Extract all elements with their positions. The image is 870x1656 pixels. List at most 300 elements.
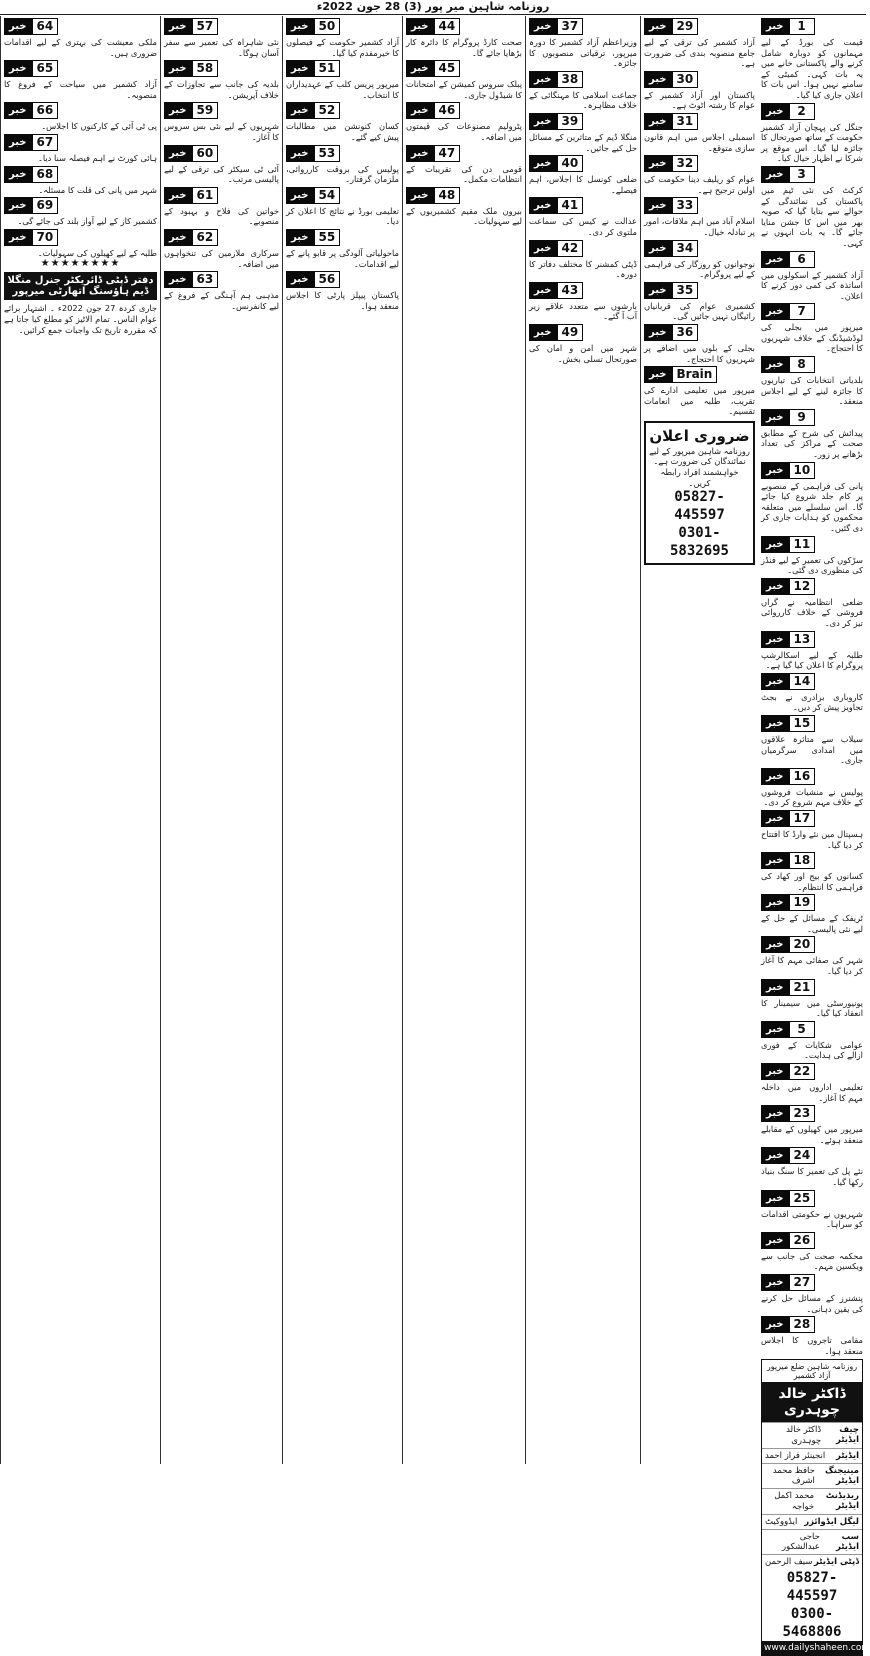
news-item-text: صحت کارڈ پروگرام کا دائرہ کار بڑھایا جائے گا۔ <box>406 37 522 58</box>
news-item-number: 49 <box>557 324 584 341</box>
news-item-text: طلبہ کے لیے کھیلوں کی سہولیات۔ <box>37 247 157 258</box>
news-item-text: کشمیر کاز کے لیے آواز بلند کی جائے گی۔ <box>17 216 157 227</box>
news-item <box>1 166 160 196</box>
news-item-number: 3 <box>789 166 815 183</box>
tag-spacer <box>698 163 755 164</box>
news-item <box>758 303 866 354</box>
news-tag-label: خبر <box>4 60 32 77</box>
masthead-website[interactable]: www.dailyshaheen.com <box>764 1643 870 1654</box>
news-item-number: 21 <box>789 979 816 996</box>
news-item-number: 65 <box>32 60 59 77</box>
tag-spacer <box>815 723 863 724</box>
news-item-number: 13 <box>789 631 816 648</box>
news-item-number: 20 <box>789 936 816 953</box>
news-item-text: ضلعی انتظامیہ نے گراں فروشی کے خلاف کارروائی تیز کر دی۔ <box>761 596 863 628</box>
news-tag-label: خبر <box>761 810 789 827</box>
news-item-text: کاروباری برادری نے بجٹ تجاویز پیش کر دیں۔ <box>761 691 863 713</box>
news-item-number: 42 <box>557 240 584 257</box>
news-item-tag <box>529 197 637 214</box>
tag-spacer <box>340 68 399 69</box>
news-item <box>403 145 525 185</box>
news-item-number: 57 <box>192 18 219 35</box>
news-tag-label: خبر <box>4 18 32 35</box>
news-item-tag <box>761 303 863 320</box>
news-item-text: میرپور میں بجلی کی لوڈشیڈنگ کے خلاف شہریوں کا احتجاج۔ <box>761 322 863 354</box>
news-item-number: 29 <box>672 18 699 35</box>
news-item-text: بلدیاتی انتخابات کی تیاریوں کا جائزہ لینے کے لیے اجلاس منعقد۔ <box>761 375 863 407</box>
news-item-number: 36 <box>672 324 699 341</box>
office-notice <box>1 303 160 335</box>
tag-spacer <box>58 68 157 69</box>
news-item-tag <box>286 187 399 204</box>
news-tag-label: خبر <box>4 229 32 246</box>
tag-spacer <box>218 110 279 111</box>
news-item <box>641 282 758 322</box>
news-item-text: شہریوں کے لیے نئی بس سروس کا آغاز۔ <box>164 121 279 142</box>
news-tag-label: خبر <box>164 60 192 77</box>
news-item <box>641 240 758 280</box>
news-item-text: پی ٹی آئی کے کارکنوں کا اجلاس۔ <box>41 121 157 132</box>
news-item-text: جنگل کی پہچان آزاد کشمیر حکومت کے ساتھ صورتحال کا جائزہ لیا گیا۔ اس موقع پر شرکا نے اظہار خیال کیا۔ <box>761 121 863 164</box>
news-item <box>641 18 758 69</box>
news-tag-label: خبر <box>286 145 314 162</box>
news-item-number: 43 <box>557 282 584 299</box>
news-item <box>1 102 160 132</box>
news-item-tag <box>761 462 863 479</box>
news-item-tag <box>761 1232 863 1249</box>
news-item-number: 53 <box>314 145 341 162</box>
news-item <box>758 578 866 629</box>
column-5 <box>282 16 402 1464</box>
news-tag-label: خبر <box>761 768 789 785</box>
news-item-tag <box>164 60 279 77</box>
news-item-number: 9 <box>789 409 815 426</box>
news-item-tag <box>761 979 863 996</box>
tag-spacer <box>815 544 863 545</box>
news-item-tag <box>761 852 863 869</box>
news-item <box>758 103 866 164</box>
news-item-number: 12 <box>789 578 816 595</box>
news-item-tag <box>406 145 522 162</box>
news-item-tag <box>761 1274 863 1291</box>
tag-spacer <box>583 121 637 122</box>
news-item-text: شہریوں نے حکومتی اقدامات کو سراہا۔ <box>761 1208 863 1230</box>
tag-spacer <box>340 26 399 27</box>
masthead-row: ڈپٹی ایڈیٹر سیف الرحمن <box>762 1554 862 1569</box>
masthead-mobile: 0300-5468806 <box>782 1606 842 1641</box>
news-item-number: 55 <box>314 229 341 246</box>
notice-phone-2: 0301-5832695 <box>669 525 729 560</box>
news-item-text: مقامی تاجروں کا اجلاس منعقد ہوا۔ <box>761 1335 863 1356</box>
news-item-tag <box>761 1021 863 1038</box>
masthead-brand: ڈاکٹر خالد چوہدری <box>762 1382 862 1422</box>
news-item-number: 6 <box>789 251 815 268</box>
news-item-tag <box>4 229 157 246</box>
tag-spacer <box>815 174 863 175</box>
news-item-tag <box>761 715 863 732</box>
news-tag-label: خبر <box>529 282 557 299</box>
news-item-tag <box>4 166 157 183</box>
news-item-tag <box>529 324 637 341</box>
news-item-text: کرکٹ کی نئی ٹیم میں پاکستان کی نمائندگی کے حوالے سے بتایا گیا کہ صوبہ بھر میں اس کا جشن منایا جائے گا۔ یہ بات انہوں نے کہی۔ <box>761 184 863 248</box>
news-tag-label: خبر <box>761 631 789 648</box>
news-item-tag <box>529 155 637 172</box>
news-tag-label: خبر <box>761 852 789 869</box>
news-item <box>161 145 282 185</box>
news-item <box>1 197 160 227</box>
tag-spacer <box>340 195 399 196</box>
news-item <box>758 852 866 892</box>
news-tag-label: خبر <box>4 102 32 119</box>
news-item <box>758 768 866 808</box>
news-item <box>641 324 758 364</box>
news-tag-label: خبر <box>761 1316 789 1333</box>
news-item <box>1 134 160 164</box>
news-item <box>758 356 866 407</box>
news-item-number: 37 <box>557 18 584 35</box>
news-item-number: 41 <box>557 197 584 214</box>
news-item-number: 24 <box>789 1147 816 1164</box>
tag-spacer <box>815 311 863 312</box>
column-6 <box>160 16 282 1464</box>
news-item-tag <box>761 894 863 911</box>
news-tag-label: خبر <box>4 166 32 183</box>
news-item-tag <box>644 324 755 341</box>
tag-spacer <box>717 374 755 375</box>
news-tag-label: خبر <box>644 18 672 35</box>
news-item-number: 51 <box>314 60 341 77</box>
news-item-number: 30 <box>672 71 699 88</box>
news-tag-label: خبر <box>761 1021 789 1038</box>
news-item <box>758 810 866 850</box>
news-item <box>758 166 866 249</box>
news-item-text: ٹریفک کے مسائل کے حل کے لیے نئی پالیسی۔ <box>761 913 863 934</box>
news-item-tag <box>164 145 279 162</box>
news-item-text: ضلعی کونسل کا اجلاس، اہم فیصلے۔ <box>529 174 637 195</box>
news-item <box>403 60 525 100</box>
news-item-tag <box>761 1063 863 1080</box>
news-item-text: قیمت کی بورڈ کے لیے مہمانوں کو دوبارہ شامل کرنے والے پاکستانی خانے میں یہ بات کہی۔ کمیٹی کے سامنے نہیں ہوا۔ اس بات کا اعلان جاری کیا گیا۔ <box>761 37 863 100</box>
news-item <box>758 979 866 1019</box>
news-item <box>1 229 160 259</box>
news-item-text: میرپور میں تعلیمی ادارے کی تقریب، طلبہ میں انعامات تقسیم۔ <box>644 385 755 417</box>
news-item-number: Brain <box>672 366 718 383</box>
news-item-tag <box>529 71 637 88</box>
tag-spacer <box>583 332 637 333</box>
news-item-text: تعلیمی اداروں میں داخلہ مہم کا آغاز۔ <box>761 1082 863 1103</box>
news-tag-label: خبر <box>761 462 789 479</box>
news-tag-label: خبر <box>286 60 314 77</box>
news-item-number: 8 <box>789 356 815 373</box>
news-tag-label: خبر <box>406 145 434 162</box>
news-tag-label: خبر <box>529 18 557 35</box>
news-item-text: نوجوانوں کو روزگار کی فراہمی کے لیے پروگرام۔ <box>644 258 755 280</box>
column-2 <box>640 16 758 1464</box>
news-item <box>758 462 866 534</box>
notice-title: ضروری اعلان <box>649 426 750 445</box>
news-item-number: 31 <box>672 113 699 130</box>
masthead-row: ایڈیٹر انجینئر فراز احمد <box>762 1448 862 1463</box>
news-tag-label: خبر <box>761 1147 789 1164</box>
office-notice-body: جاری کردہ 27 جون 2022ء ۔ اشتہار برائے عوام الناس۔ تمام الاٹیز کو مطلع کیا جاتا ہے کہ مقررہ تاریخ تک واجبات جمع کرائیں۔ <box>4 303 157 335</box>
news-item <box>758 631 866 671</box>
tag-spacer <box>218 153 279 154</box>
tag-spacer <box>815 1155 863 1156</box>
news-item-tag <box>761 1190 863 1207</box>
tag-spacer <box>460 110 522 111</box>
news-item-tag <box>164 187 279 204</box>
news-item-number: 58 <box>192 60 219 77</box>
news-item <box>161 60 282 100</box>
news-item-tag <box>761 936 863 953</box>
news-item-text: عدالت نے کیس کی سماعت ملتوی کر دی۔ <box>529 216 637 237</box>
news-item-number: 66 <box>32 102 59 119</box>
news-item-text: مذہبی ہم آہنگی کے فروغ کے لیے کانفرنس۔ <box>164 290 279 311</box>
news-item-text: اسمبلی اجلاس میں اہم قانون سازی متوقع۔ <box>644 131 755 153</box>
news-item <box>161 229 282 269</box>
news-item <box>283 102 402 142</box>
news-item-number: 68 <box>32 166 59 183</box>
news-item-tag <box>644 282 755 299</box>
news-item-text: بلدیہ کی جانب سے تجاوزات کے خلاف آپریشن۔ <box>164 79 279 100</box>
tag-spacer <box>698 121 755 122</box>
news-item <box>758 1021 866 1061</box>
tag-spacer <box>583 205 637 206</box>
news-item-text: جماعت اسلامی کا مہنگائی کے خلاف مظاہرہ۔ <box>529 89 637 111</box>
news-item-number: 23 <box>789 1105 816 1122</box>
tag-spacer <box>698 26 755 27</box>
news-item <box>283 229 402 269</box>
news-item-tag <box>761 673 863 690</box>
news-item-tag <box>164 102 279 119</box>
news-tag-label: خبر <box>164 271 192 288</box>
news-item-number: 34 <box>672 240 699 257</box>
news-item <box>758 673 866 713</box>
news-tag-label: خبر <box>644 155 672 172</box>
news-item <box>758 1232 866 1272</box>
news-item-tag <box>529 240 637 257</box>
news-item-tag <box>761 768 863 785</box>
news-item-tag <box>164 18 279 35</box>
news-item-tag <box>529 113 637 130</box>
news-tag-label: خبر <box>761 1190 789 1207</box>
news-tag-label: خبر <box>164 145 192 162</box>
column-7 <box>0 16 160 1464</box>
news-item-number: 1 <box>789 18 815 35</box>
news-tag-label: خبر <box>286 229 314 246</box>
tag-spacer <box>460 153 522 154</box>
tag-spacer <box>815 776 863 777</box>
news-item-text: بیرون ملک مقیم کشمیریوں کے لیے سہولیات۔ <box>406 205 522 227</box>
news-item-tag <box>286 145 399 162</box>
news-item-tag <box>529 282 637 299</box>
news-item-number: 16 <box>789 768 816 785</box>
news-item-text: عوام کو ریلیف دینا حکومت کی اولین ترجیح ہے۔ <box>644 174 755 195</box>
news-item-tag <box>286 271 399 288</box>
tag-spacer <box>340 279 399 280</box>
tag-spacer <box>815 1198 863 1199</box>
news-tag-label: خبر <box>164 187 192 204</box>
news-tag-label: خبر <box>406 18 434 35</box>
news-item-tag <box>286 102 399 119</box>
news-item <box>758 1063 866 1103</box>
tag-spacer <box>460 195 522 196</box>
news-tag-label: خبر <box>761 356 789 373</box>
news-item <box>161 18 282 58</box>
news-item-text: منگلا ڈیم کے متاثرین کے مسائل حل کیے جائیں۔ <box>529 131 637 153</box>
news-item <box>641 71 758 111</box>
news-item-text: خواتین کی فلاح و بہبود کے منصوبے۔ <box>164 205 279 227</box>
news-item-tag <box>761 409 863 426</box>
masthead-row: چیف ایڈیٹر ڈاکٹر خالد چوہدری <box>762 1422 862 1448</box>
notice-phone-1: 05827-445597 <box>674 489 725 524</box>
news-item-tag <box>644 155 755 172</box>
news-item-text: پولیس نے منشیات فروشوں کے خلاف مہم شروع کر دی۔ <box>761 786 863 808</box>
news-item-text: میرپور میں کھیلوں کے مقابلے منعقد ہوئے۔ <box>761 1124 863 1145</box>
news-item-text: آئی ٹی سیکٹر کی ترقی کے لیے پالیسی مرتب۔ <box>164 163 279 185</box>
news-item-text: ماحولیاتی آلودگی پر قابو پانے کے لیے اقدامات۔ <box>286 247 399 269</box>
important-notice <box>644 421 755 565</box>
news-item <box>758 1274 866 1314</box>
news-item-tag <box>406 60 522 77</box>
news-item-number: 59 <box>192 102 219 119</box>
news-tag-label: خبر <box>761 1274 789 1291</box>
news-tag-label: خبر <box>761 536 789 553</box>
news-item-tag <box>644 71 755 88</box>
news-item-text: نئے پل کی تعمیر کا سنگ بنیاد رکھا گیا۔ <box>761 1166 863 1187</box>
news-item-tag <box>406 18 522 35</box>
news-item-tag <box>644 113 755 130</box>
news-tag-label: خبر <box>644 113 672 130</box>
masthead-note: روزنامہ شاہین ضلع میرپور آزاد کشمیر <box>766 1362 858 1381</box>
news-item <box>283 187 402 227</box>
tag-spacer <box>815 1282 863 1283</box>
news-item-text: وزیراعظم آزاد کشمیر کا دورہ میرپور، ترقیاتی منصوبوں کا جائزہ۔ <box>529 37 637 69</box>
news-item-text: پولیس کی بروقت کارروائی، ملزمان گرفتار۔ <box>286 163 399 185</box>
news-item-text: پاکستان پیپلز پارٹی کا اجلاس منعقد ہوا۔ <box>286 290 399 311</box>
news-tag-label: خبر <box>761 1232 789 1249</box>
news-item <box>283 145 402 185</box>
tag-spacer <box>218 26 279 27</box>
news-tag-label: خبر <box>761 979 789 996</box>
tag-spacer <box>58 110 157 111</box>
masthead-box <box>761 1359 870 1656</box>
news-tag-label: خبر <box>761 409 789 426</box>
news-item <box>283 271 402 311</box>
news-tag-label: خبر <box>406 60 434 77</box>
news-tag-label: خبر <box>164 18 192 35</box>
news-item-text: میرپور پریس کلب کے عہدیداران کا انتخاب۔ <box>286 79 399 100</box>
tag-spacer <box>698 248 755 249</box>
news-item-text: پبلک سروس کمیشن کے امتحانات کا شیڈول جاری۔ <box>406 79 522 100</box>
tag-spacer <box>815 26 863 27</box>
news-item-number: 44 <box>434 18 461 35</box>
news-tag-label: خبر <box>644 240 672 257</box>
news-item-number: 70 <box>32 229 59 246</box>
masthead-row: لیگل ایڈوائزر ایڈووکیٹ <box>762 1514 862 1529</box>
news-item-number: 52 <box>314 102 341 119</box>
news-item-text: آزاد کشمیر حکومت کے فیصلوں کا خیرمقدم کیا گیا۔ <box>286 37 399 58</box>
news-tag-label: خبر <box>164 102 192 119</box>
tag-spacer <box>583 79 637 80</box>
tag-spacer <box>815 681 863 682</box>
news-item-number: 61 <box>192 187 219 204</box>
news-item-text: ہائی کورٹ نے اہم فیصلہ سنا دیا۔ <box>37 152 157 163</box>
divider-stars: ★★★★★★★★ <box>40 258 121 270</box>
news-item-text: بجلی کے بلوں میں اضافے پر شہریوں کا احتجاج۔ <box>644 342 755 364</box>
tag-spacer <box>815 417 863 418</box>
news-item-number: 22 <box>789 1063 816 1080</box>
masthead-row: سب ایڈیٹر حاجی عبدالشکور <box>762 1529 862 1554</box>
news-item-tag <box>761 1105 863 1122</box>
tag-spacer <box>815 259 863 260</box>
news-tag-label: خبر <box>761 715 789 732</box>
tag-spacer <box>698 290 755 291</box>
news-item <box>526 71 640 111</box>
tag-spacer <box>815 1113 863 1114</box>
news-item-tag <box>761 356 863 373</box>
news-tag-label: خبر <box>644 366 672 383</box>
tag-spacer <box>58 26 157 27</box>
tag-spacer <box>218 279 279 280</box>
tag-spacer <box>815 364 863 365</box>
news-item-text: شہر کی صفائی مہم کا آغاز کر دیا گیا۔ <box>761 955 863 977</box>
news-item-tag <box>4 60 157 77</box>
news-item-tag <box>761 810 863 827</box>
news-item-number: 11 <box>789 536 816 553</box>
news-item-number: 32 <box>672 155 699 172</box>
news-tag-label: خبر <box>761 1063 789 1080</box>
news-item-tag <box>4 102 157 119</box>
news-item-number: 15 <box>789 715 816 732</box>
news-item-text: پاکستان اور آزاد کشمیر کے عوام کا رشتہ اٹوٹ ہے۔ <box>644 89 755 111</box>
news-item <box>758 409 866 460</box>
tag-spacer <box>583 26 637 27</box>
tag-spacer <box>815 818 863 819</box>
news-item-tag <box>644 240 755 257</box>
news-item-text: بارشوں سے متعدد علاقے زیر آب آ گئے۔ <box>529 300 637 322</box>
news-item <box>526 113 640 153</box>
news-item-number: 5 <box>789 1021 815 1038</box>
news-item-number: 64 <box>32 18 59 35</box>
news-item-number: 62 <box>192 229 219 246</box>
tag-spacer <box>218 195 279 196</box>
tag-spacer <box>815 1029 863 1030</box>
news-item <box>161 187 282 227</box>
news-item <box>283 60 402 100</box>
news-item <box>758 1316 866 1356</box>
news-item-text: اسلام آباد میں اہم ملاقات، امور پر تبادلہ خیال۔ <box>644 216 755 237</box>
news-item-tag <box>529 18 637 35</box>
news-tag-label: خبر <box>644 71 672 88</box>
news-item <box>526 324 640 364</box>
news-item-text: پنشنرز کے مسائل حل کرنے کی یقین دہانی۔ <box>761 1292 863 1314</box>
page-header: روزنامہ شاہین میر پور (3) 28 جون 2022ء <box>0 0 866 15</box>
news-item <box>1 60 160 100</box>
news-item-tag <box>406 187 522 204</box>
news-item-text: یونیورسٹی میں سیمینار کا انعقاد کیا گیا۔ <box>761 997 863 1019</box>
news-item-number: 26 <box>789 1232 816 1249</box>
tag-spacer <box>340 237 399 238</box>
news-item-tag <box>286 60 399 77</box>
tag-spacer <box>815 1240 863 1241</box>
news-item-number: 18 <box>789 852 816 869</box>
tag-spacer <box>815 586 863 587</box>
news-tag-label: خبر <box>406 187 434 204</box>
news-item-text: آزاد کشمیر میں سیاحت کے فروغ کا منصوبہ۔ <box>4 79 157 100</box>
news-item <box>758 894 866 934</box>
masthead-row: ریذیڈنٹ ایڈیٹر محمد اکمل خواجہ <box>762 1488 862 1514</box>
